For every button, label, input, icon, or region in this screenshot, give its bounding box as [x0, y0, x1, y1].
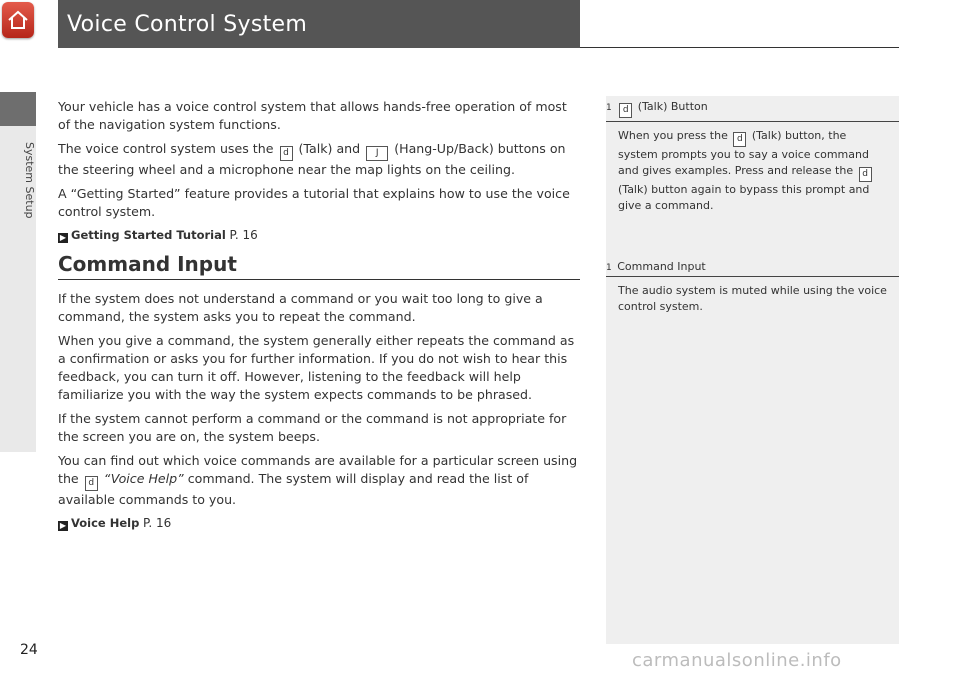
note-body [606, 122, 899, 214]
page-title: Voice Control System [58, 0, 580, 48]
note-header [606, 256, 899, 277]
talk-icon: d [619, 103, 632, 118]
xref-page: P. 16 [229, 228, 258, 242]
talk-icon: d [280, 146, 293, 161]
note-body-a: When you press the [618, 129, 728, 142]
intro-paragraph-2 [58, 140, 580, 179]
watermark: carmanualsonline.info [632, 650, 842, 671]
xref-getting-started[interactable] [58, 227, 580, 243]
cmd-paragraph-2: When you give a command, the system generally either repeats the command as a confirmation or asks you for further information. If you do not wish to hear this feedback, you can turn it off. However, listening to the feedback will help familiarize you with the way the system expects commands to be phrased. [58, 333, 575, 402]
cmd-paragraph-4 [58, 452, 580, 509]
cmd-paragraph-1: If the system does not understand a command or you wait too long to give a command, the system asks you to repeat the command. [58, 291, 543, 324]
talk-icon: d [859, 167, 872, 182]
hang-up-back-icon: J [366, 146, 388, 161]
cmd-p4-b: command. The system will display and read the list of available commands to you. [58, 471, 529, 507]
home-button[interactable] [2, 2, 34, 38]
home-icon [7, 10, 29, 30]
xref-arrow-icon: ▶ [59, 233, 67, 242]
talk-icon: d [85, 476, 98, 491]
notes-column [606, 96, 899, 644]
cmd-p4-a: You can find out which voice commands are available for a particular screen using the [58, 453, 578, 486]
xref-page: P. 16 [143, 516, 172, 530]
command-input-section [58, 252, 580, 531]
side-tab-marker [0, 92, 36, 126]
intro-paragraph-3: A “Getting Started” feature provides a tutorial that explains how to use the voice control system. [58, 186, 570, 219]
xref-voice-help[interactable] [58, 515, 580, 531]
note-title: (Talk) Button [637, 100, 708, 113]
note-body: The audio system is muted while using the voice control system. [618, 284, 887, 313]
intro-p2-b: (Talk) and [298, 141, 361, 156]
page-number: 24 [20, 642, 38, 658]
note-number: 1 [606, 103, 612, 113]
note-body-c: (Talk) button again to bypass this prompt and give a command. [618, 183, 870, 212]
intro-p2-a: The voice control system uses the [58, 141, 274, 156]
note-title: Command Input [617, 260, 706, 273]
note-body-b: (Talk) button, the system prompts you to say a voice command and gives examples. Press and release the [618, 129, 869, 177]
note-number: 1 [606, 263, 612, 273]
voice-help-command: “Voice Help” [103, 471, 184, 486]
note-command-input [606, 256, 899, 315]
xref-arrow-icon: ▶ [59, 521, 67, 530]
note-header [606, 96, 899, 122]
intro-paragraph-1: Your vehicle has a voice control system that allows hands-free operation of most of the navigation system functions. [58, 99, 567, 132]
intro-p2-c: (Hang-Up/Back) buttons on the steering wheel and a microphone near the map lights on the ceiling. [58, 141, 566, 177]
talk-icon: d [733, 132, 746, 147]
note-talk-button [606, 96, 899, 214]
xref-label: Voice Help [71, 516, 140, 530]
section-heading: Command Input [58, 252, 580, 280]
title-rule [580, 47, 899, 48]
cmd-paragraph-3: If the system cannot perform a command or the command is not appropriate for the screen you are on, the system beeps. [58, 411, 567, 444]
intro-section [58, 98, 580, 243]
xref-label: Getting Started Tutorial [71, 228, 226, 242]
section-label: System Setup [23, 141, 36, 219]
